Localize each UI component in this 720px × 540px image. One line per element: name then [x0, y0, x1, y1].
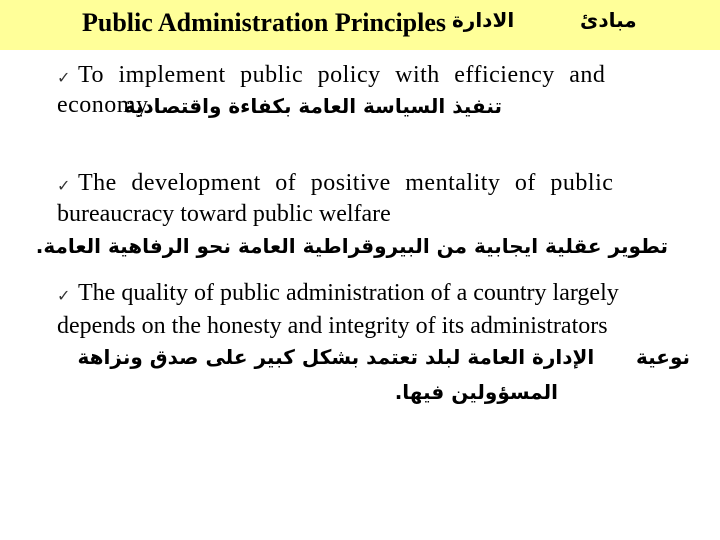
bullet-3-english-line-1: The quality of public administration of a country largely [78, 280, 619, 306]
bullet-3-english-line-2: depends on the honesty and integrity of its administrators [57, 313, 608, 339]
check-icon: ✓ [57, 286, 71, 305]
check-icon: ✓ [57, 68, 71, 87]
bullet-1-english-line-1: To implement public policy with efficiency and [78, 62, 606, 88]
title-arabic-administration: الادارة [452, 8, 515, 32]
bullet-1-english-line-2: economy. [57, 92, 154, 118]
bullet-2-arabic: تطوير عقلية ايجابية من البيروقراطية العامة نحو الرفاهية العامة. [35, 234, 668, 258]
bullet-2-english-line-2: bureaucracy toward public welfare [57, 201, 391, 227]
title-bar [0, 0, 720, 50]
bullet-2-english-line-1: The development of positive mentality of public [78, 170, 614, 196]
bullet-3-arabic-line-2: المسؤولين فيها. [394, 380, 558, 404]
check-icon: ✓ [57, 176, 71, 195]
bullet-1-arabic: تنفيذ السياسة العامة بكفاءة واقتصادية [123, 94, 502, 118]
title-arabic-principles: مبادئ [580, 8, 637, 32]
bullet-3-arabic-line-1: نوعية الإدارة العامة لبلد تعتمد بشكل كبير على صدق ونزاهة [77, 345, 690, 369]
title-english: Public Administration Principles [82, 8, 447, 37]
